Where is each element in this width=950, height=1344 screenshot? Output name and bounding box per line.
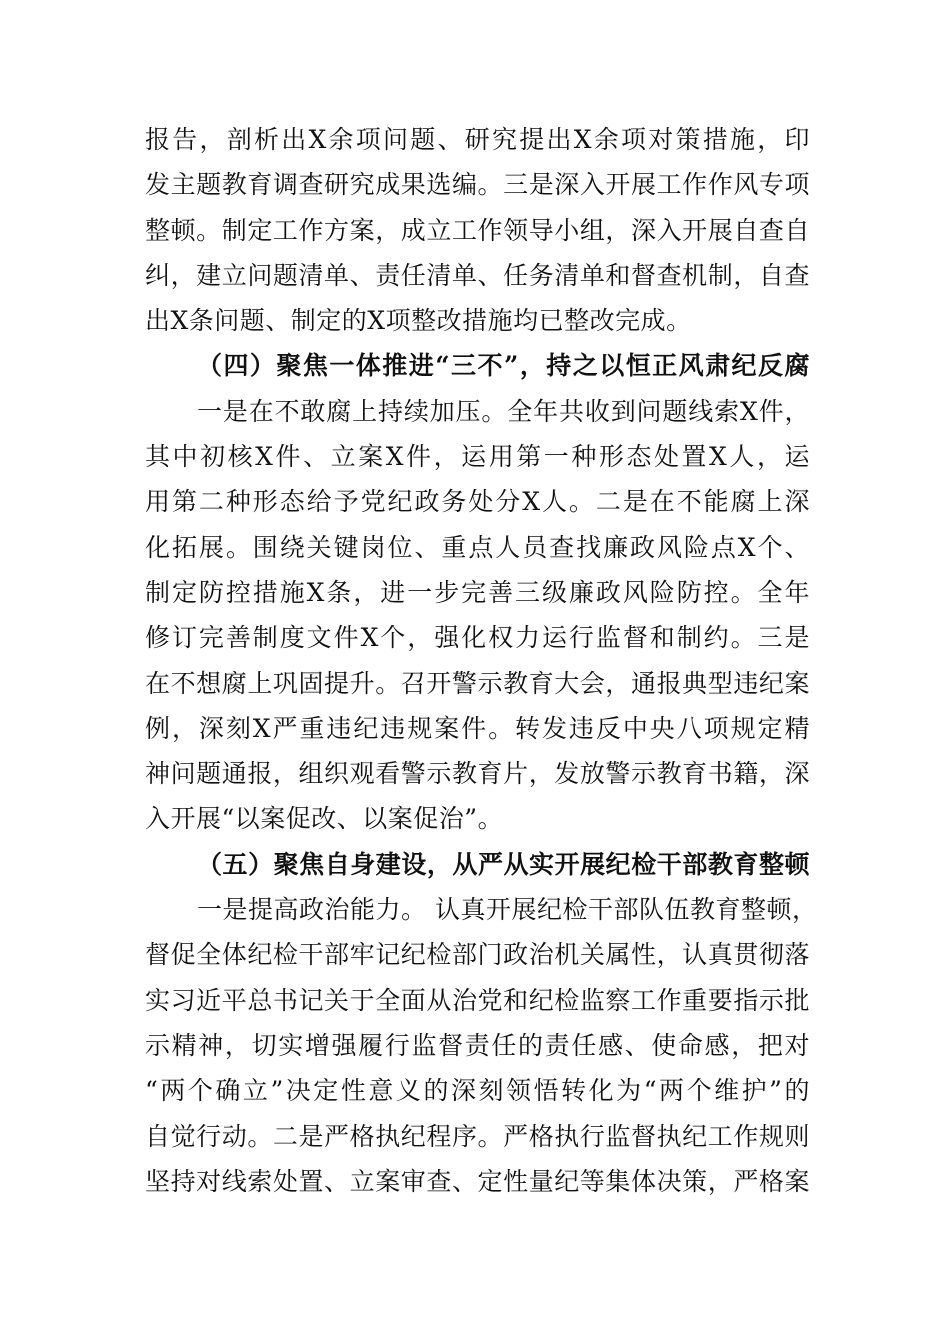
text-line-18: 一是提高政治能力。 认真开展纪检干部队伍教育整顿， — [197, 895, 818, 925]
text-line-14: 例，深刻X严重违纪违规案件。转发违反中央八项规定精 — [145, 713, 810, 743]
text-line-20: 实习近平总书记关于全面从治党和纪检监察工作重要指示批 — [145, 985, 810, 1015]
document-page — [145, 117, 818, 1204]
text-line-12: 修订完善制度文件X个，强化权力运行监督和制约。三是 — [145, 623, 810, 653]
section-heading-4: （四）聚焦一体推进“三不”，持之以恒正风肃纪反腐 — [197, 351, 810, 381]
text-line-10: 化拓展。围绕关键岗位、重点人员查找廉政风险点X个、 — [145, 532, 810, 562]
text-line-23: 自觉行动。二是严格执纪程序。严格执行监督执纪工作规则 — [145, 1121, 810, 1151]
text-line-22: “两个确立”决定性意义的深刻领悟转化为“两个维护”的 — [145, 1076, 810, 1106]
text-line-13: 在不想腐上巩固提升。召开警示教育大会，通报典型违纪案 — [145, 668, 810, 698]
text-line-5: 出X条问题、制定的X项整改措施均已整改完成。 — [145, 306, 692, 336]
text-line-9: 用第二种形态给予党纪政务处分X人。二是在不能腐上深 — [145, 487, 810, 517]
text-line-1: 报告，剖析出X余项问题、研究提出X余项对策措施，印 — [145, 125, 810, 154]
text-line-24: 坚持对线索处置、立案审查、定性量纪等集体决策，严格案 — [145, 1166, 810, 1196]
text-line-19: 督促全体纪检干部牢记纪检部门政治机关属性，认真贯彻落 — [145, 940, 810, 970]
text-line-15: 神问题通报，组织观看警示教育片，发放警示教育书籍，深 — [145, 759, 810, 789]
text-line-4: 纠，建立问题清单、责任清单、任务清单和督查机制，自查 — [145, 260, 810, 290]
text-line-21: 示精神，切实增强履行监督责任的责任感、使命感，把对 — [145, 1030, 810, 1060]
section-heading-5: （五）聚焦自身建设，从严从实开展纪检干部教育整顿 — [197, 849, 810, 879]
text-line-8: 其中初核X件、立案X件，运用第一种形态处置X人，运 — [145, 442, 810, 472]
text-line-16: 入开展“以案促改、以案促治”。 — [145, 804, 504, 834]
text-line-3: 整顿。制定工作方案，成立工作领导小组，深入开展自查自 — [145, 215, 810, 245]
text-line-2: 发主题教育调查研究成果选编。三是深入开展工作作风专项 — [145, 170, 810, 200]
text-line-7: 一是在不敢腐上持续加压。全年共收到问题线索X件， — [197, 396, 810, 426]
text-line-11: 制定防控措施X条，进一步完善三级廉政风险防控。全年 — [145, 577, 810, 607]
